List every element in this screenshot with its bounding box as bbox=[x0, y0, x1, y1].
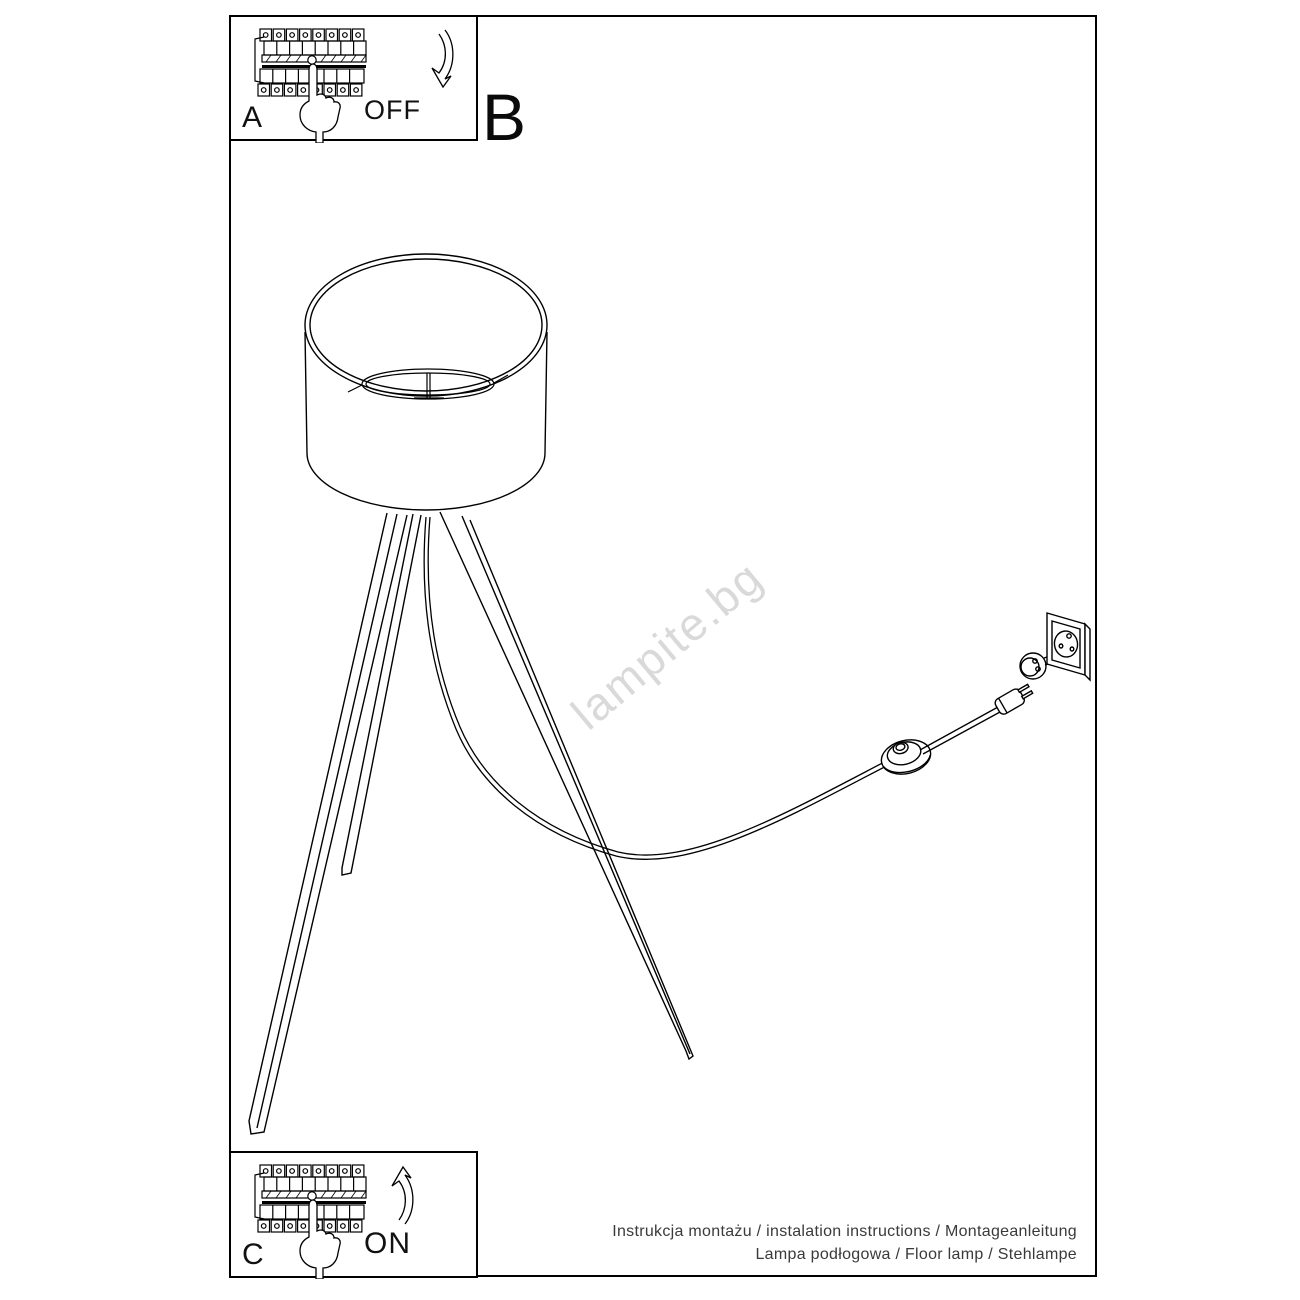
power-cord bbox=[424, 517, 894, 859]
off-label: OFF bbox=[364, 95, 421, 125]
foot-switch-icon bbox=[878, 735, 934, 779]
floor-lamp-illustration bbox=[230, 16, 1096, 1276]
breaker-panel-icon bbox=[251, 25, 369, 143]
pointing-hand-icon bbox=[300, 64, 340, 143]
footer-line-2: Lampa podłogowa / Floor lamp / Stehlampe bbox=[755, 1246, 1077, 1263]
step-c-label: C bbox=[242, 1238, 264, 1271]
power-cord-end bbox=[920, 707, 1000, 754]
lamp-shade bbox=[305, 254, 547, 510]
on-arrow-icon bbox=[369, 1163, 417, 1227]
step-a-label: A bbox=[242, 101, 263, 134]
footer-caption bbox=[612, 1220, 1077, 1266]
step-a-box bbox=[229, 15, 478, 141]
step-c-box bbox=[229, 1151, 478, 1278]
breaker-panel-icon bbox=[251, 1161, 369, 1279]
wall-socket-icon bbox=[1047, 613, 1090, 680]
pointing-hand-icon bbox=[300, 1200, 340, 1279]
on-label: ON bbox=[364, 1227, 411, 1260]
watermark: lampite.bg bbox=[561, 550, 773, 740]
power-plug-icon bbox=[993, 682, 1034, 716]
footer-line-1: Instrukcja montażu / instalation instructions / Montageanleitung bbox=[612, 1223, 1077, 1240]
breaker-top-row bbox=[260, 1165, 364, 1177]
step-b-label: B bbox=[482, 80, 527, 154]
off-arrow-icon bbox=[409, 27, 457, 91]
tripod-legs bbox=[249, 512, 693, 1134]
breaker-top-row bbox=[260, 29, 364, 41]
